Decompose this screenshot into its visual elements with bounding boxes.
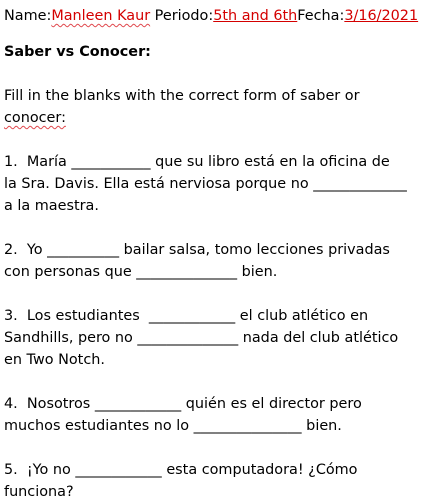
item-3-line-2: Sandhills, pero no ______________ nada del club atlético bbox=[4, 330, 399, 346]
date-value: 3/16/2021 bbox=[344, 8, 419, 24]
item-2-line-1: 2. Yo __________ bailar salsa, tomo lecciones privadas bbox=[4, 242, 390, 258]
item-1-line-2: la Sra. Davis. Ella está nerviosa porque no _____________ bbox=[4, 176, 407, 192]
period-label: Periodo: bbox=[150, 8, 214, 24]
item-5-line-2: funciona? bbox=[4, 484, 74, 500]
item-4-line-2: muchos estudiantes no lo _______________ bien. bbox=[4, 418, 342, 434]
header-line bbox=[4, 6, 418, 26]
worksheet-title: Saber vs Conocer: bbox=[4, 44, 151, 60]
instructions-line-1: Fill in the blanks with the correct form of saber or bbox=[4, 88, 360, 104]
date-label: Fecha: bbox=[297, 8, 345, 24]
item-2-line-2: con personas que ______________ bien. bbox=[4, 264, 278, 280]
instructions-line-2: conocer: bbox=[4, 110, 66, 126]
item-4-line-1: 4. Nosotros ____________ quién es el director pero bbox=[4, 396, 362, 412]
student-name: Manleen Kaur bbox=[51, 8, 151, 24]
name-label: Name: bbox=[4, 8, 52, 24]
item-1-line-3: a la maestra. bbox=[4, 198, 99, 214]
instructions-line-2-wrap bbox=[4, 108, 66, 128]
item-3-line-3: en Two Notch. bbox=[4, 352, 105, 368]
period-value: 5th and 6th bbox=[213, 8, 298, 24]
item-1-line-1: 1. María ___________ que su libro está en la oficina de bbox=[4, 154, 390, 170]
item-3-line-1: 3. Los estudiantes ____________ el club atlético en bbox=[4, 308, 369, 324]
item-5-line-1: 5. ¡Yo no ____________ esta computadora! ¿Cómo bbox=[4, 462, 358, 478]
